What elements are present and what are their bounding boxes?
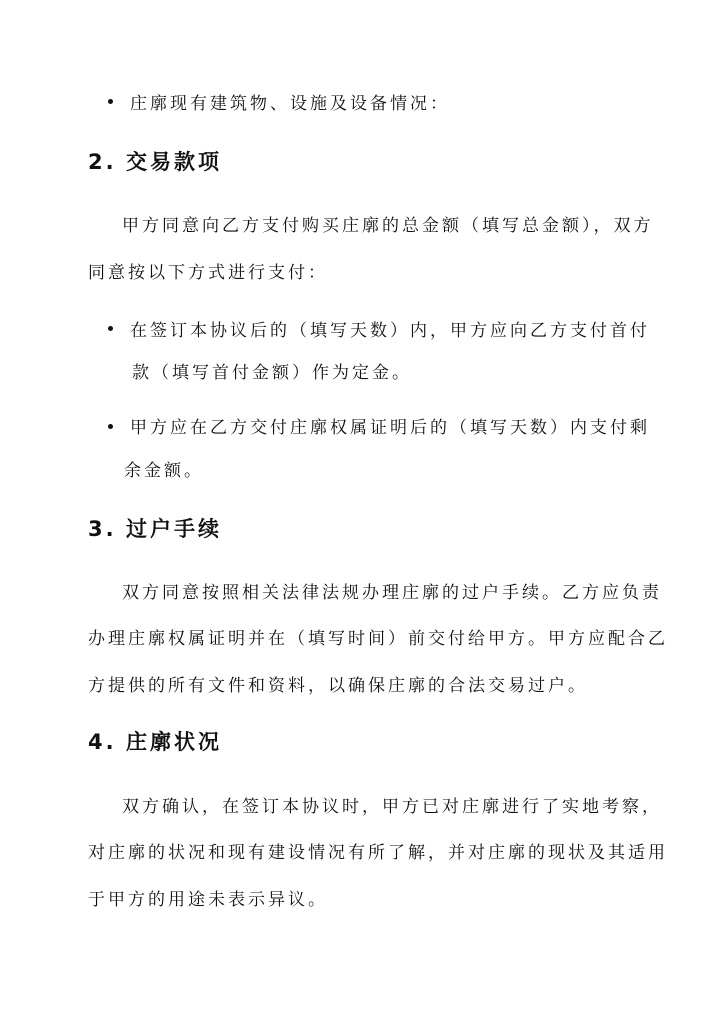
section-heading-2 — [88, 146, 222, 176]
paragraph-line: 同意按以下方式进行支付： — [88, 263, 328, 283]
section-heading-3 — [88, 513, 222, 543]
bullet-item-deposit: 在签订本协议后的（填写天数）内，甲方应向乙方支付首付 — [130, 321, 650, 341]
bullet-dot — [108, 326, 113, 331]
paragraph-line: 方提供的所有文件和资料，以确保庄廓的合法交易过户。 — [88, 676, 588, 696]
bullet-dot — [108, 99, 113, 104]
paragraph-line: 于甲方的用途未表示异议。 — [88, 890, 328, 910]
section-title: 交易款项 — [126, 150, 222, 174]
paragraph-line: 双方同意按照相关法律法规办理庄廓的过户手续。乙方应负责 — [122, 583, 662, 603]
section-number: 2. — [88, 150, 117, 174]
bullet-item-remaining: 甲方应在乙方交付庄廓权属证明后的（填写天数）内支付剩 — [130, 418, 650, 438]
section-title: 庄廓状况 — [126, 730, 222, 754]
bullet-item-continuation: 款（填写首付金额）作为定金。 — [132, 363, 412, 383]
paragraph-line: 甲方同意向乙方支付购买庄廓的总金额（填写总金额），双方 — [122, 216, 654, 236]
bullet-item-continuation: 余金额。 — [124, 461, 204, 481]
section-title: 过户手续 — [126, 517, 222, 541]
paragraph-line: 双方确认，在签订本协议时，甲方已对庄廓进行了实地考察， — [122, 797, 662, 817]
section-number: 3. — [88, 517, 117, 541]
paragraph-line: 对庄廓的状况和现有建设情况有所了解，并对庄廓的现状及其适用 — [88, 843, 668, 863]
paragraph-line: 办理庄廓权属证明并在（填写时间）前交付给甲方。甲方应配合乙 — [88, 629, 668, 649]
bullet-item-facilities: 庄廓现有建筑物、设施及设备情况： — [130, 94, 450, 114]
section-heading-4 — [88, 726, 222, 756]
bullet-dot — [108, 424, 113, 429]
section-number: 4. — [88, 730, 117, 754]
